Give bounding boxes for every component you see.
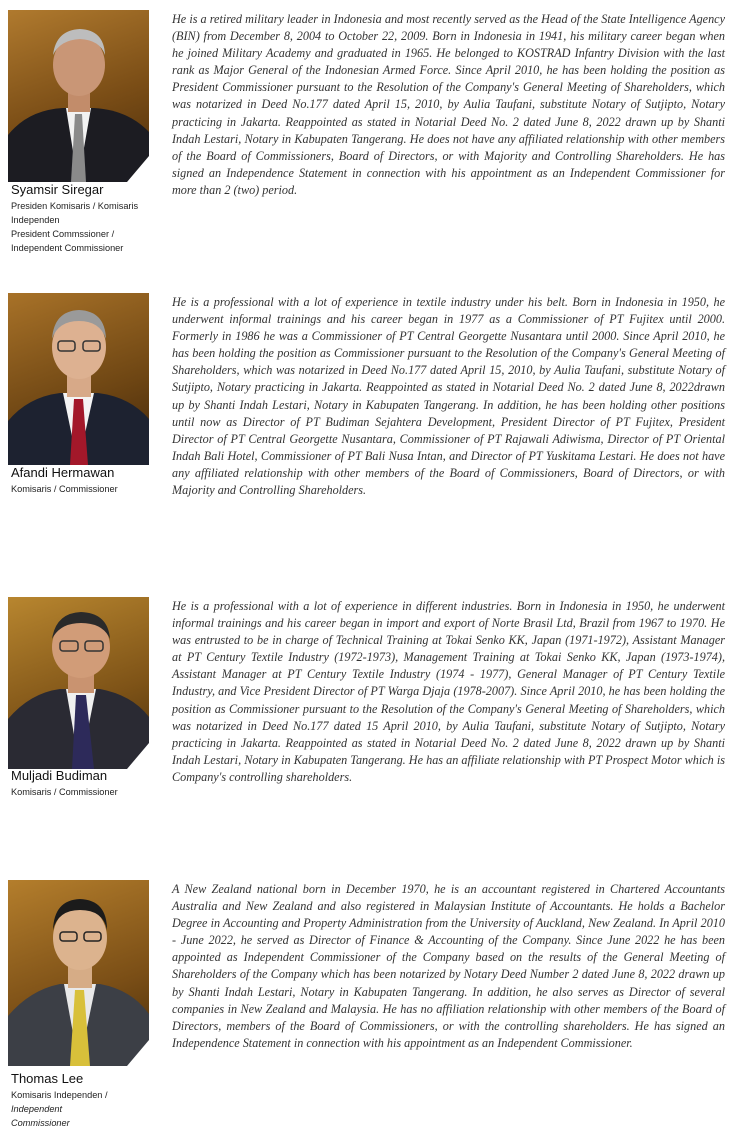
- profile-role: [11, 1089, 151, 1131]
- role-line: Independen: [11, 214, 60, 225]
- profile-bio: A New Zealand national born in December 1970, he is an accountant registered in Chartered Accountants Australia and New Zealand and also registered in Malaysian Institute of Accountants. He holds a Bachelor Degree in Accounting and Property Administration from the University of Auckland, New Zealand. In April 2010 - June 2022, he served as Director of Finance & Accounting of the Company. Since June 2022 he has been appointed as Independent Commissioner of the Company based on the results of the General Meeting of Shareholders of the Company which has been notarized by Notary Deed Number 2 dated June 8, 2022 drawn up by Shanti Indah Lestari, Notary in Kabupaten Tangerang. In addition, he also serves as Director of several companies in New Zealand and Malaysia. He has no affiliation relationship with other members of the Board of Directors, members of the Board of Commissioners, or with the controlling shareholders. He has signed an Independence Statement in connection with his appointment as an Independent Commissioner.: [172, 882, 725, 1050]
- portrait-photo: [8, 597, 149, 769]
- profile-name: Syamsir Siregar: [11, 182, 104, 197]
- role-line: President Commssioner /: [11, 228, 115, 239]
- profile-name: Muljadi Budiman: [11, 768, 108, 783]
- role-line: Komisaris / Commissioner: [11, 787, 118, 797]
- person-silhouette-icon: [8, 880, 149, 1066]
- person-silhouette-icon: [8, 293, 149, 465]
- portrait-photo: [8, 880, 149, 1066]
- photo-corner-cutout: [127, 743, 149, 769]
- role-line: Komisaris Independen /: [11, 1090, 108, 1100]
- profile-name: Thomas Lee: [11, 1071, 84, 1086]
- profile-role: [11, 786, 151, 800]
- portrait-photo: [8, 10, 149, 182]
- profile-bio: He is a retired military leader in Indonesia and most recently served as the Head of the State Intelligence Agency (BIN) from December 8, 2004 to October 22, 2009. Born in Indonesia in 1941, his military career began when he joined Military Academy and graduated in 1965. He belonged to KOSTRAD Infantry Division with the last rank as Major General of the Indonesian Armed Force. Since April 2010, he has been holding the position as President Commissioner pursuant to the Resolution of the Company's General Meeting of Shareholders, which was notarized in Deed No.177 dated April 15, 2010, by Aulia Taufani, substitute Notary of Sutjipto, Notary practicing in Jakarta. Reappointed as stated in Notarial Deed No. 2 dated June 8, 2022 drawn up by Shanti Indah Lestari, Notary in Kabupaten Tangerang. He does not have any affiliated relationship with other members of the Board of Commissioners, Board of Directors, or with Majority and Controlling Shareholders. He has signed an Independence Statement in connection with his appointment as an Independent Commissioner for more than 2 (two) period.: [172, 12, 725, 197]
- role-line: Presiden Komisaris / Komisaris: [11, 201, 139, 211]
- portrait-photo: [8, 293, 149, 465]
- profile-bio: He is a professional with a lot of experience in different industries. Born in Indonesia in 1950, he underwent informal trainings and his career began in import and export of Norte Brasil Ltd, Brazil from 1967 to 1970. He was entrusted to be in charge of Technical Training at Tokai Senko KK, Japan (1971-1972), Assistant Manager at PT Century Textile Industry (1972-1973), Management Training at Tokai Senko KK, Japan (1973-1974), Assistant Manager at PT Century Textile Industry (1974 - 1977), General Manager of PT Century Textile Industry, and Vice President Director of PT Warga Djaja (1978-2007). Since April 2010, he has been holding the position as Commissioner pursuant to the Resolution of the Company's General Meeting of Shareholders, which was notarized in Deed No.177 dated 15 April 2010, by Aulia Taufani, substitute Notary of Sutjipto, Notary practicing in Jakarta. Reappointed as stated in Notarial Deed No. 2 dated June 8, 2022 drawn up by Shanti Indah Lestari, Notary in Kabupaten Tangerang. He has an affiliate relationship with PT Prospect Motor which is Company's controlling shareholders.: [172, 599, 725, 784]
- role-line: Independent: [11, 1103, 63, 1114]
- photo-corner-cutout: [127, 156, 149, 182]
- profile-bio: He is a professional with a lot of experience in textile industry under his belt. Born in Indonesia in 1950, he underwent informal trainings and his career began in 1977 as a Commissioner of PT Fujitex until 2000. Formerly in 1986 he was a Commissioner of PT Central Georgette Nusantara until 2000. Since April 2010, he has been holding the position as Commissioner pursuant to the Resolution of the Company's General Meeting of Shareholders, which was notarized in Deed No.177 dated April 15, 2010, by Aulia Taufani, substitute Notary of Sutjipto, Notary practicing in Jakarta. Reappointed as stated in Notarial Deed No. 2 dated June 8, 2022drawn up by Shanti Indah Lestari, Notary in Kabupaten Tangerang. In addition, he has been holding other positions until now as Director of PT Budiman Sejahtera Development, President Director of PT Fujitex, President Director of PT Central Georgette Nusantara, Commissioner of PT Rajawali Adiwisma, Director of PT Oriental Indah Bali Hotel, Commissioner of PT Bali Nusa Intan, and Director of PT Yuskitama Lestari. He does not have any affiliated relationship with other members of the Board of Commissioners, Board of Directors, or with Majority and Controlling Shareholders.: [172, 295, 725, 498]
- profile-role: [11, 483, 151, 497]
- photo-corner-cutout: [127, 1040, 149, 1066]
- profile-role: [11, 200, 151, 256]
- role-line: Commissioner: [11, 1117, 70, 1128]
- role-line: Independent Commissioner: [11, 242, 124, 253]
- profile-name: Afandi Hermawan: [11, 465, 115, 480]
- role-line: Komisaris / Commissioner: [11, 484, 118, 494]
